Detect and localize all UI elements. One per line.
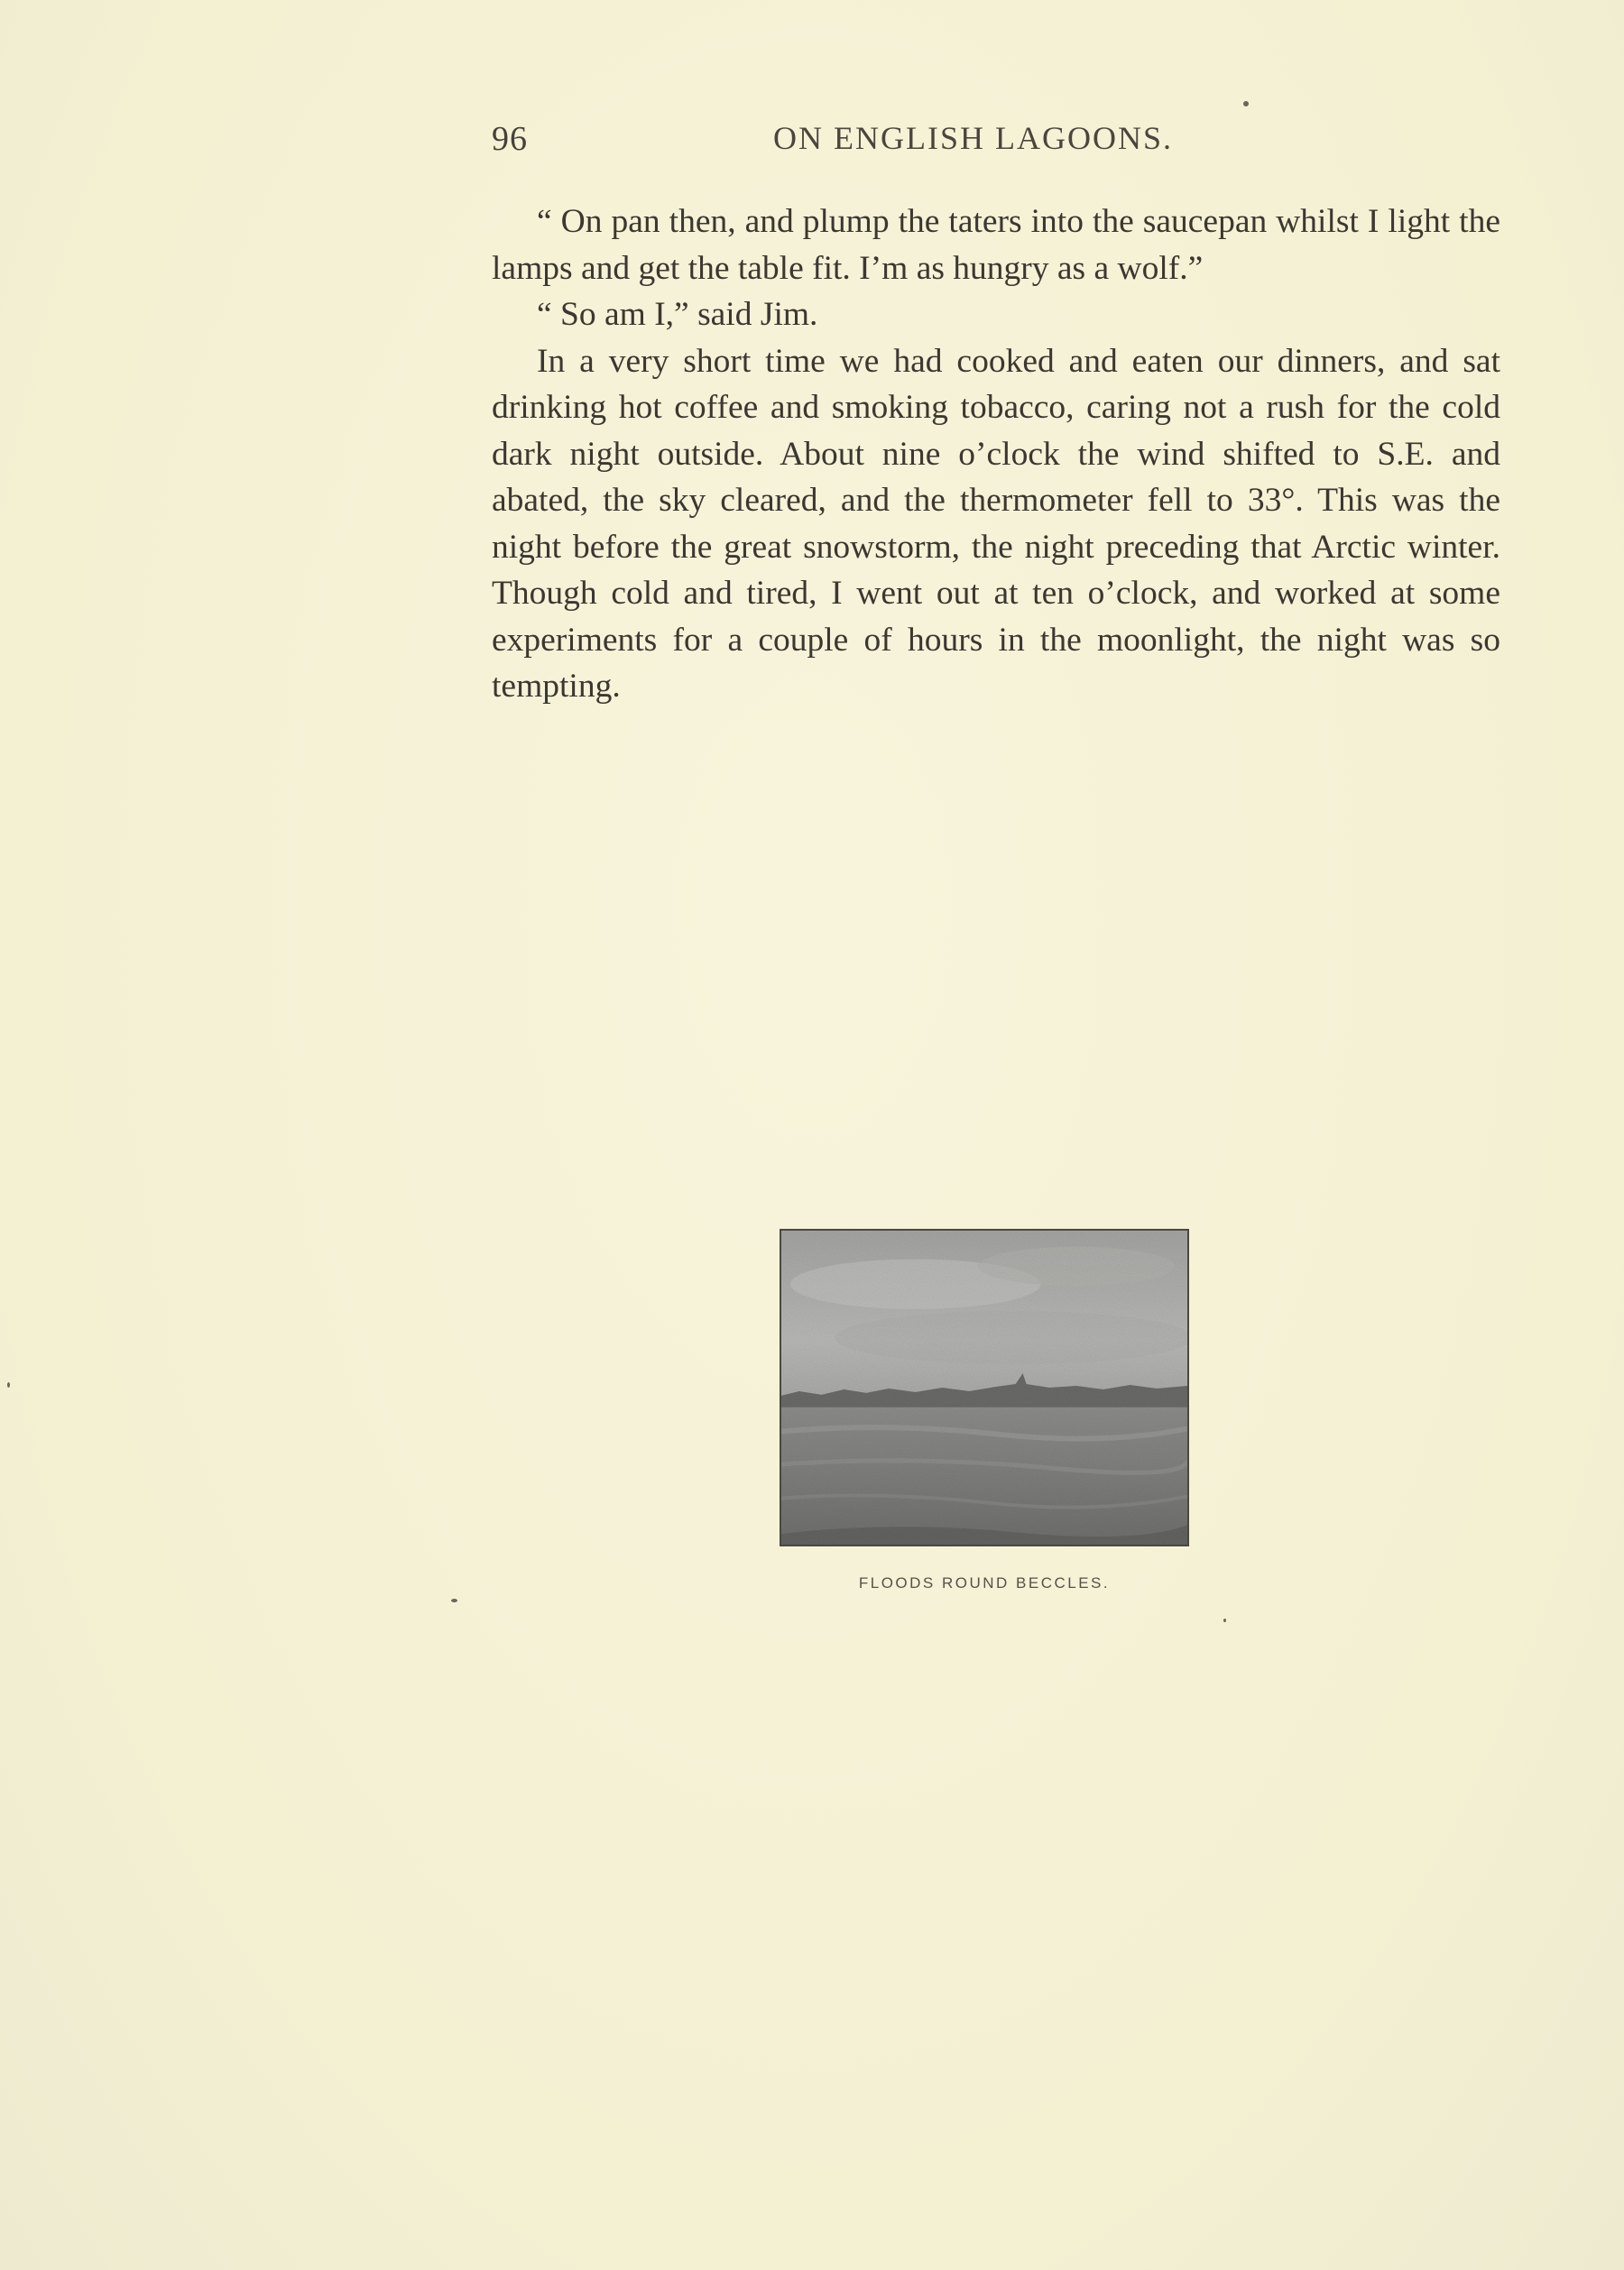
paper-speck (7, 1382, 10, 1388)
photograph-plate (780, 1229, 1189, 1546)
page-number: 96 (492, 120, 528, 158)
paper-speck (451, 1599, 457, 1602)
figure-caption: FLOODS ROUND BECCLES. (858, 1574, 1111, 1592)
paragraph-dialogue-1: “ On pan then, and plump the taters into the saucepan whilst I light the lamps and get the table fit. I’m as hungry as a wolf.” (492, 203, 1500, 287)
body-text (492, 198, 1500, 710)
paper-speck (1223, 1619, 1226, 1622)
paper-speck (1243, 101, 1249, 106)
flood-landscape-photo (781, 1231, 1187, 1545)
running-head: ON ENGLISH LAGOONS. (773, 120, 1173, 156)
paragraph-narrative: In a very short time we had cooked and eaten our dinners, and sat drinking hot coffee and smoking tobacco, caring not a rush for the cold dark night outside. About nine o’clock the wind shifted to S.E. and abated, the sky cleared, and the thermometer fell to 33°. This was the night before the great snowstorm, the night preceding that Arctic winter. Though cold and tired, I went out at ten o’clock, and worked at some experiments for a couple of hours in the moonlight, the night was so tempting. (492, 342, 1500, 705)
paragraph-dialogue-2: “ So am I,” said Jim. (537, 296, 818, 333)
page-header (492, 119, 1232, 164)
